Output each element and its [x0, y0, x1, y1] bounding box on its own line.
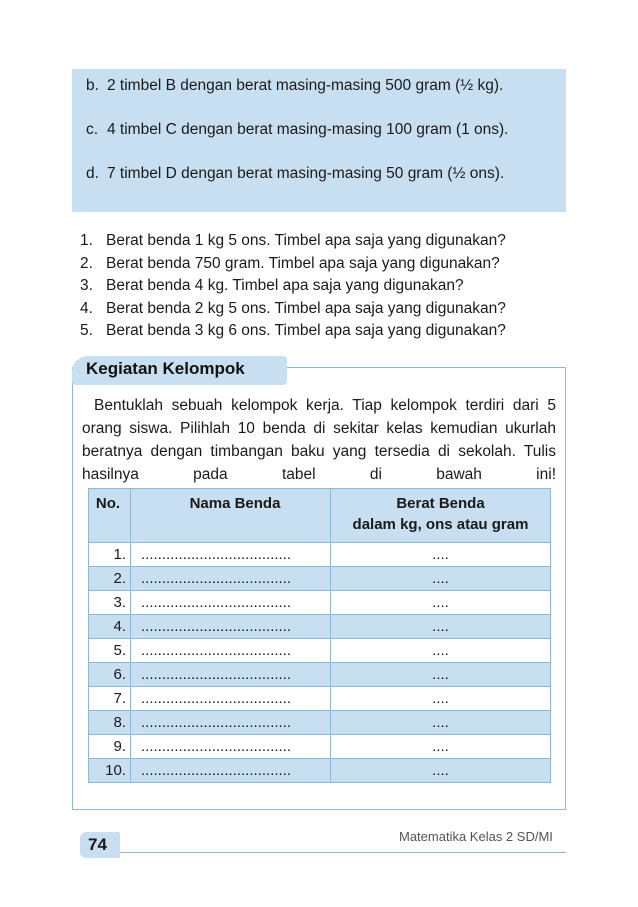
option-text: 2 timbel B dengan berat masing-masing 500 gram (½ kg).	[107, 77, 504, 94]
book-title: Matematika Kelas 2 SD/MI	[399, 829, 553, 844]
row-no: 8.	[89, 711, 131, 735]
row-nama: ....................................	[131, 711, 331, 735]
row-nama: ....................................	[131, 567, 331, 591]
row-nama: ....................................	[131, 543, 331, 567]
row-berat: ....	[331, 663, 551, 687]
option-label: c.	[86, 121, 99, 138]
row-berat: ....	[331, 687, 551, 711]
row-no: 10.	[89, 759, 131, 783]
row-berat: ....	[331, 711, 551, 735]
question-text: Berat benda 1 kg 5 ons. Timbel apa saja yang digunakan?	[106, 232, 506, 249]
table-row	[89, 735, 551, 759]
question-item	[80, 298, 566, 321]
option-label: b.	[86, 77, 99, 94]
row-nama: ....................................	[131, 663, 331, 687]
row-berat: ....	[331, 591, 551, 615]
row-no: 3.	[89, 591, 131, 615]
table-row	[89, 591, 551, 615]
row-nama: ....................................	[131, 735, 331, 759]
question-number: 3.	[80, 277, 93, 295]
question-text: Berat benda 4 kg. Timbel apa saja yang digunakan?	[106, 277, 464, 295]
activity-instructions	[82, 394, 556, 486]
row-nama: ....................................	[131, 759, 331, 783]
question-text: Berat benda 3 kg 6 ons. Timbel apa saja yang digunakan?	[106, 322, 506, 340]
option-text: 4 timbel C dengan berat masing-masing 100 gram (1 ons).	[107, 121, 509, 138]
row-nama: ....................................	[131, 687, 331, 711]
option-label: d.	[86, 165, 99, 182]
question-item	[80, 253, 566, 276]
row-no: 4.	[89, 615, 131, 639]
activity-header-line	[287, 367, 566, 368]
row-nama: ....................................	[131, 615, 331, 639]
table-row	[89, 543, 551, 567]
header-berat-line1: Berat Benda	[396, 495, 485, 512]
option-text: 7 timbel D dengan berat masing-masing 50 gram (½ ons).	[107, 165, 505, 182]
row-nama: ....................................	[131, 591, 331, 615]
question-list	[80, 230, 566, 343]
row-no: 9.	[89, 735, 131, 759]
table-row	[89, 615, 551, 639]
row-berat: ....	[331, 615, 551, 639]
row-berat: ....	[331, 567, 551, 591]
question-item	[80, 230, 566, 253]
page-number: 74	[88, 835, 107, 854]
table-row	[89, 567, 551, 591]
row-no: 5.	[89, 639, 131, 663]
option-c	[86, 119, 556, 141]
header-no: No.	[89, 489, 131, 543]
question-number: 2.	[80, 254, 93, 272]
question-text: Berat benda 750 gram. Timbel apa saja yang digunakan?	[106, 254, 500, 272]
row-berat: ....	[331, 735, 551, 759]
activity-title: Kegiatan Kelompok	[86, 359, 245, 378]
row-berat: ....	[331, 543, 551, 567]
table-row	[89, 639, 551, 663]
option-b	[86, 75, 556, 97]
row-nama: ....................................	[131, 639, 331, 663]
table-row	[89, 759, 551, 783]
table-row	[89, 711, 551, 735]
table-row	[89, 663, 551, 687]
activity-paragraph: Bentuklah sebuah kelompok kerja. Tiap kelompok terdiri dari 5 orang siswa. Pilihlah 10 benda di sekitar kelas kemudian ukurlah beratnya dengan timbangan baku yang tersedia di sekolah. Tulis hasilnya pada tabel di bawah ini!	[82, 397, 556, 483]
row-berat: ....	[331, 639, 551, 663]
question-number: 4.	[80, 299, 93, 317]
row-berat: ....	[331, 759, 551, 783]
row-no: 2.	[89, 567, 131, 591]
footer-line	[120, 852, 566, 853]
question-text: Berat benda 2 kg 5 ons. Timbel apa saja yang digunakan?	[106, 299, 506, 317]
question-number: 1.	[80, 232, 93, 249]
row-no: 1.	[89, 543, 131, 567]
row-no: 7.	[89, 687, 131, 711]
header-berat-benda	[331, 489, 551, 543]
header-berat-line2: dalam kg, ons atau gram	[352, 516, 529, 533]
option-d	[86, 163, 556, 185]
header-nama-benda: Nama Benda	[131, 489, 331, 543]
table-header-row	[89, 489, 551, 543]
table-row	[89, 687, 551, 711]
question-item	[80, 275, 566, 298]
question-item	[80, 320, 566, 343]
question-number: 5.	[80, 322, 93, 340]
row-no: 6.	[89, 663, 131, 687]
results-table	[88, 488, 551, 783]
